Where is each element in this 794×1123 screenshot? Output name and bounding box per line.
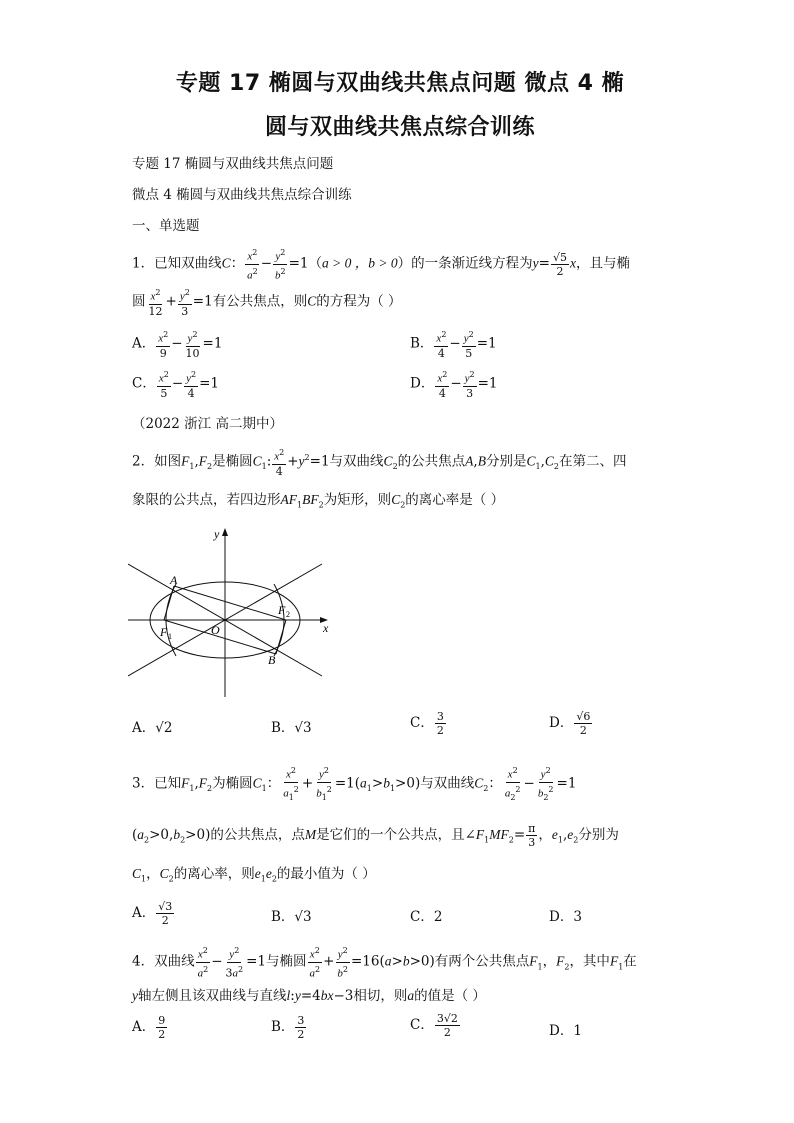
q3-option-c[interactable]: C．2 — [410, 909, 443, 925]
q4-option-a[interactable]: A． $\frac{9}{2}$ — [132, 1014, 166, 1041]
label-b: B — [268, 653, 276, 667]
q3-line-1: 3．已知$F_1,F_2$为椭圆$C_1$： $\frac{x^2}{a_1^2}$ + $\frac{y^2}{b_1^2}$ $=1(a_1>b_1>0)$与双曲线$C_2$： $\frac{x^2}{a_2^2}$ − $\frac{y^2}{b_2^2}$ =1 — [132, 766, 577, 802]
label-origin: O — [211, 623, 220, 637]
label-y: y — [214, 527, 220, 541]
title-line-2: 圆与双曲线共焦点综合训练 — [264, 115, 535, 140]
q4-option-b[interactable]: B． $\frac{3}{2}$ — [271, 1014, 305, 1041]
ellipse-hyperbola-figure — [128, 522, 338, 702]
q4-option-c[interactable]: C． $\frac{3√2}{2}$ — [410, 1012, 458, 1039]
label-f1: F — [160, 625, 168, 639]
segment-bf2 — [276, 620, 286, 654]
q4-line-1: 4．双曲线 $\frac{x^2}{a^2}$ − $\frac{y^2}{3a^2}$ =1与椭圆 $\frac{x^2}{a^2}$ + $\frac{y^2}{b^2}$ =16(a>b>0)有两个公共焦点$F_1$，$F_2$，其中$F_1$在 — [132, 946, 637, 980]
q1-option-d[interactable]: D． $\frac{x^2}{4}$ − $\frac{y^2}{3}$ =1 — [410, 370, 498, 400]
q2-source: （2022 浙江 高二期中） — [132, 416, 283, 432]
segment-bf1 — [164, 620, 276, 654]
label-a: A — [170, 573, 178, 587]
q2-option-a[interactable]: A．√2 — [132, 720, 173, 736]
q2-line-1: 2．如图$F_1,F_2$是椭圆$C_1$: $\frac{x^2}{4}$ $+y^2=1$与双曲线$C_2$的公共焦点A,B分别是$C_1,C_2$在第二、四 — [132, 448, 627, 478]
q2-line-2: 象限的公共点，若四边形$AF_1BF_2$为矩形，则$C_2$的离心率是（ ） — [132, 492, 505, 510]
section-header: 一、单选题 — [132, 218, 200, 234]
q3-line-2: $(a_2>0,b_2>0)$的公共焦点，点M是它们的一个公共点，且$\angle F_1MF_2=$ $\frac{\pi}{3}$ ，$e_1,e_2$分别为 — [132, 822, 619, 849]
label-f2: F — [278, 603, 286, 617]
page-title — [120, 62, 680, 150]
q2-option-b[interactable]: B．√3 — [271, 720, 312, 736]
label-f1-sub: 1 — [168, 632, 172, 641]
q2-option-c[interactable]: C． $\frac{3}{2}$ — [410, 710, 444, 737]
q3-line-3: $C_1$，$C_2$的离心率，则$e_1e_2$的最小值为（ ） — [132, 866, 376, 884]
segment-af2 — [174, 586, 286, 620]
q1-option-c[interactable]: C． $\frac{x^2}{5}$ − $\frac{y^2}{4}$ =1 — [132, 370, 220, 400]
label-x: x — [323, 621, 329, 635]
point-header: 微点 4 椭圆与双曲线共焦点综合训练 — [132, 187, 352, 203]
q4-line-2: y轴左侧且该双曲线与直线l:y=4bx−3相切，则a的值是（ ） — [132, 988, 486, 1004]
q1-line-1: 1．已知双曲线C： $\frac{x^2}{a^2}$ − $\frac{y^2}{b^2}$ =1（a > 0 ，b > 0）的一条渐近线方程为y= $\frac{√5}{2}$ x，且与椭 — [132, 248, 630, 282]
topic-header: 专题 17 椭圆与双曲线共焦点问题 — [132, 156, 334, 172]
q3-option-b[interactable]: B．√3 — [271, 909, 312, 925]
q1-option-a[interactable]: A． $\frac{x^2}{9}$ − $\frac{y^2}{10}$ =1 — [132, 330, 223, 360]
q4-option-d[interactable]: D．1 — [549, 1023, 582, 1039]
q2-option-d[interactable]: D． $\frac{√6}{2}$ — [549, 710, 591, 737]
q3-option-d[interactable]: D．3 — [549, 909, 582, 925]
segment-af1 — [164, 586, 174, 620]
q1-option-b[interactable]: B． $\frac{x^2}{4}$ − $\frac{y^2}{5}$ =1 — [410, 330, 497, 360]
q1-line-2: 圆 $\frac{x^2}{12}$ + $\frac{y^2}{3}$ =1有公共焦点，则C的方程为（ ） — [132, 288, 402, 318]
title-line-1: 专题 17 椭圆与双曲线共焦点问题 微点 4 椭 — [175, 71, 625, 96]
y-axis-arrow — [222, 528, 228, 536]
q3-option-a[interactable]: A． $\frac{√3}{2}$ — [132, 900, 173, 927]
label-f2-sub: 2 — [286, 610, 290, 619]
